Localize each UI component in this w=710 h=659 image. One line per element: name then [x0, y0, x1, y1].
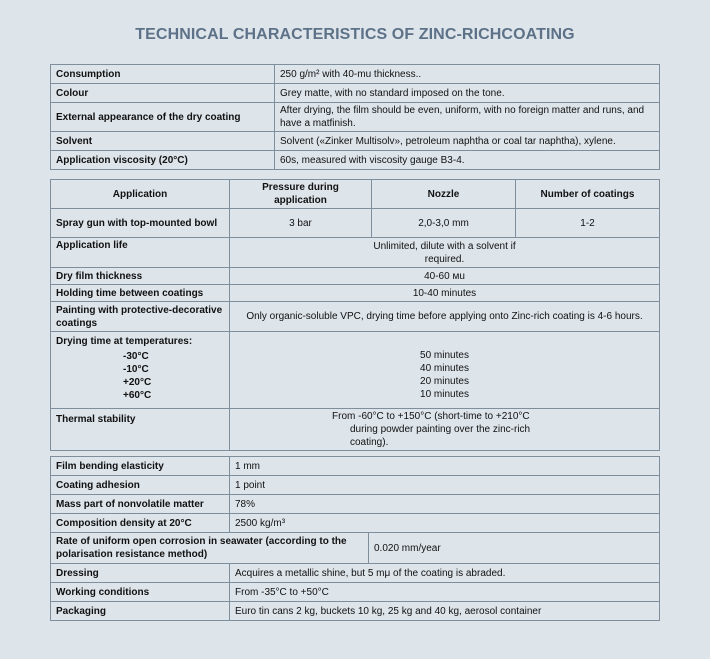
- corrosion-value: 0.020 mm/year: [374, 542, 441, 554]
- working-conditions-value: From -35°C to +50°C: [230, 583, 660, 602]
- density-value: 2500 kg/m³: [230, 514, 660, 533]
- spray-nozzle-value: 2,0-3,0 mm: [372, 209, 516, 238]
- adhesion-label: Coating adhesion: [51, 476, 230, 495]
- dressing-value: Acquires a metallic shine, but 5 mμ of the coating is abraded.: [230, 564, 660, 583]
- appearance-label: External appearance of the dry coating: [51, 103, 275, 132]
- table-row: [51, 332, 660, 409]
- table-row: [51, 209, 660, 238]
- elasticity-label: Film bending elasticity: [51, 457, 230, 476]
- document-title: TECHNICAL CHARACTERISTICS OF ZINC-RICHCOATING: [135, 26, 575, 43]
- solvent-value: Solvent («Zinker Multisolv», petroleum naphtha or coal tar naphtha), xylene.: [275, 132, 660, 151]
- spray-pressure-value: 3 bar: [230, 209, 372, 238]
- thermal-line-2: during powder painting over the zinc-rich: [350, 424, 531, 435]
- dry-film-value: 40-60 мu: [230, 268, 660, 285]
- consumption-value: 250 g/m² with 40-mu thickness..: [275, 65, 660, 84]
- packaging-value: Euro tin cans 2 kg, buckets 10 kg, 25 kg and 40 kg, aerosol container: [230, 602, 660, 621]
- table-row: [51, 285, 660, 302]
- application-life-value: Unlimited, dilute with a solvent if required.: [373, 240, 516, 265]
- holding-time-value: 10-40 minutes: [230, 285, 660, 302]
- application-life-label: Application life: [51, 238, 230, 268]
- table-row: [51, 476, 660, 495]
- table-row: [51, 84, 660, 103]
- header-number-of-coatings: Number of coatings: [516, 180, 660, 209]
- time-10: 10 minutes: [420, 388, 469, 400]
- thermal-line-1: From -60°C to +150°C (short-time to +210°C: [332, 411, 530, 422]
- table-row: [51, 409, 660, 451]
- corrosion-label: Rate of uniform open corrosion in seawater (according to the polarisation resistance method): [51, 533, 369, 563]
- table-row: [51, 495, 660, 514]
- table-row: [51, 564, 660, 583]
- spray-coatings-value: 1-2: [516, 209, 660, 238]
- colour-value: Grey matte, with no standard imposed on the tone.: [275, 84, 660, 103]
- density-label: Composition density at 20°C: [51, 514, 230, 533]
- header-application: Application: [51, 180, 230, 209]
- time-40: 40 minutes: [420, 362, 469, 374]
- temp-plus-60: +60°C: [123, 390, 152, 401]
- table-row: [51, 302, 660, 332]
- drying-time-label: Drying time at temperatures:: [56, 336, 193, 347]
- spray-gun-label: Spray gun with top-mounted bowl: [51, 209, 230, 238]
- colour-label: Colour: [51, 84, 275, 103]
- time-50: 50 minutes: [420, 349, 469, 361]
- table-row: [51, 533, 660, 564]
- temp-minus-10: -10°C: [123, 364, 149, 375]
- table-header-row: [51, 180, 660, 209]
- holding-time-label: Holding time between coatings: [51, 285, 230, 302]
- thermal-stability-label: Thermal stability: [51, 409, 230, 451]
- table-row: [51, 151, 660, 170]
- table-row: [51, 457, 660, 476]
- table-row: [51, 583, 660, 602]
- dressing-label: Dressing: [51, 564, 230, 583]
- physical-properties-table: [50, 456, 660, 621]
- header-pressure: Pressure during application: [230, 180, 372, 209]
- table-row: [51, 238, 660, 268]
- consumption-label: Consumption: [51, 65, 275, 84]
- table-row: [51, 602, 660, 621]
- adhesion-value: 1 point: [230, 476, 660, 495]
- viscosity-label: Application viscosity (20°C): [51, 151, 275, 170]
- table-row: [51, 514, 660, 533]
- table-row: [51, 103, 660, 132]
- elasticity-value: 1 mm: [230, 457, 660, 476]
- nonvolatile-value: 78%: [230, 495, 660, 514]
- appearance-value: After drying, the film should be even, uniform, with no foreign matter and runs, and have a matfinish.: [275, 103, 660, 132]
- painting-value: Only organic-soluble VPC, drying time before applying onto Zinc-rich coating is 4-6 hours.: [230, 302, 660, 332]
- packaging-label: Packaging: [51, 602, 230, 621]
- solvent-label: Solvent: [51, 132, 275, 151]
- nonvolatile-label: Mass part of nonvolatile matter: [51, 495, 230, 514]
- temp-plus-20: +20°C: [123, 377, 152, 388]
- table-row: [51, 132, 660, 151]
- header-nozzle: Nozzle: [372, 180, 516, 209]
- table-row: [51, 268, 660, 285]
- viscosity-value: 60s, measured with viscosity gauge B3-4.: [275, 151, 660, 170]
- properties-table: [50, 64, 660, 170]
- dry-film-label: Dry film thickness: [51, 268, 230, 285]
- thermal-line-3: coating).: [350, 437, 389, 448]
- temp-minus-30: -30°C: [123, 351, 149, 362]
- table-row: [51, 65, 660, 84]
- painting-label: Painting with protective-decorative coatings: [51, 302, 230, 332]
- time-20: 20 minutes: [420, 375, 469, 387]
- application-table: [50, 179, 660, 451]
- working-conditions-label: Working conditions: [51, 583, 230, 602]
